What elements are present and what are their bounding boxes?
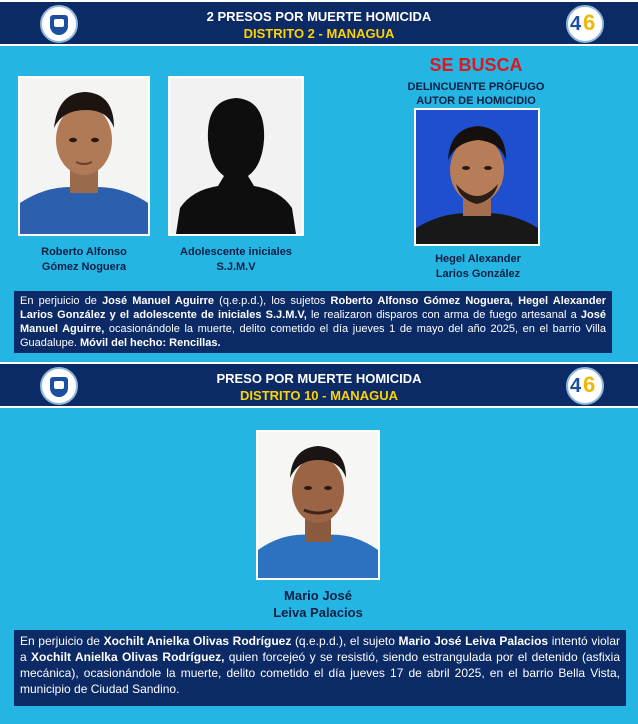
suspect-photo <box>256 430 380 580</box>
description-text: En perjuicio de <box>20 634 104 648</box>
description-text: intentó violar a <box>20 634 621 664</box>
header-district: DISTRITO 2 - MANAGUA <box>243 26 395 41</box>
description-emphasis: Xochilt Anielka Olivas Rodríguez, <box>31 650 225 664</box>
wanted-title: SE BUSCA <box>429 55 523 75</box>
wanted-suspect-name: Hegel Alexander Larios González <box>435 253 521 280</box>
wanted-suspect-photo <box>414 108 540 246</box>
description-emphasis: José Manuel Aguirre, <box>20 309 606 335</box>
description-text: En perjuicio de <box>20 295 103 307</box>
header-title: PRESO POR MUERTE HOMICIDA <box>216 371 422 386</box>
description-emphasis: Roberto Alfonso Gómez Noguera, Hegel Alexander Larios González y el adolescente de iniciales S.J.M.V, <box>20 295 606 321</box>
description-text: quien forcejeó y se resistió, siendo estrangulada por el detenido (asfixia mecánica), ocasionándole la muerte, delito cometido el día jueves 17 de abril 2025, en el barrio Bella Vista, municipio de Ciudad Sandino. <box>20 650 621 696</box>
header-district: DISTRITO 10 - MANAGUA <box>240 388 398 403</box>
description-text: (q.e.p.d.), el sujeto <box>291 634 399 648</box>
section-header <box>0 362 638 408</box>
suspect-name: Roberto Alfonso Gómez Noguera <box>41 246 127 273</box>
header-title: 2 PRESOS POR MUERTE HOMICIDA <box>206 9 432 24</box>
suspect-photo <box>18 76 150 236</box>
section-header <box>0 0 638 46</box>
anniversary-logo-icon: 4 6 <box>566 5 604 43</box>
suspect-name: Mario José Leiva Palacios <box>273 588 363 620</box>
description-emphasis: Xochilt Anielka Olivas Rodríguez <box>103 634 292 648</box>
wanted-subtitle: DELINCUENTE PRÓFUGO AUTOR DE HOMICIDIO <box>407 81 545 107</box>
anniversary-logo-icon: 4 6 <box>566 367 604 405</box>
description-emphasis: José Manuel Aguirre <box>102 295 215 307</box>
description-text: ocasionándole la muerte, delito cometido el día jueves 1 de mayo del año 2025, en el barrio Villa Guadalupe. <box>20 323 606 349</box>
silhouette-photo <box>168 76 304 236</box>
case-description <box>14 291 612 353</box>
suspect-name: Adolescente iniciales S.J.M.V <box>180 246 292 273</box>
bulletin-section-district-10 <box>0 362 638 724</box>
description-text: (q.e.p.d.), los sujetos <box>214 295 331 307</box>
description-text: le realizaron disparos con arma de fuego artesanal a <box>306 309 581 321</box>
description-emphasis: Mario José Leiva Palacios <box>398 634 549 648</box>
case-description <box>14 630 626 706</box>
bulletin-section-district-2 <box>0 0 638 358</box>
description-emphasis: Móvil del hecho: Rencillas. <box>79 337 221 349</box>
